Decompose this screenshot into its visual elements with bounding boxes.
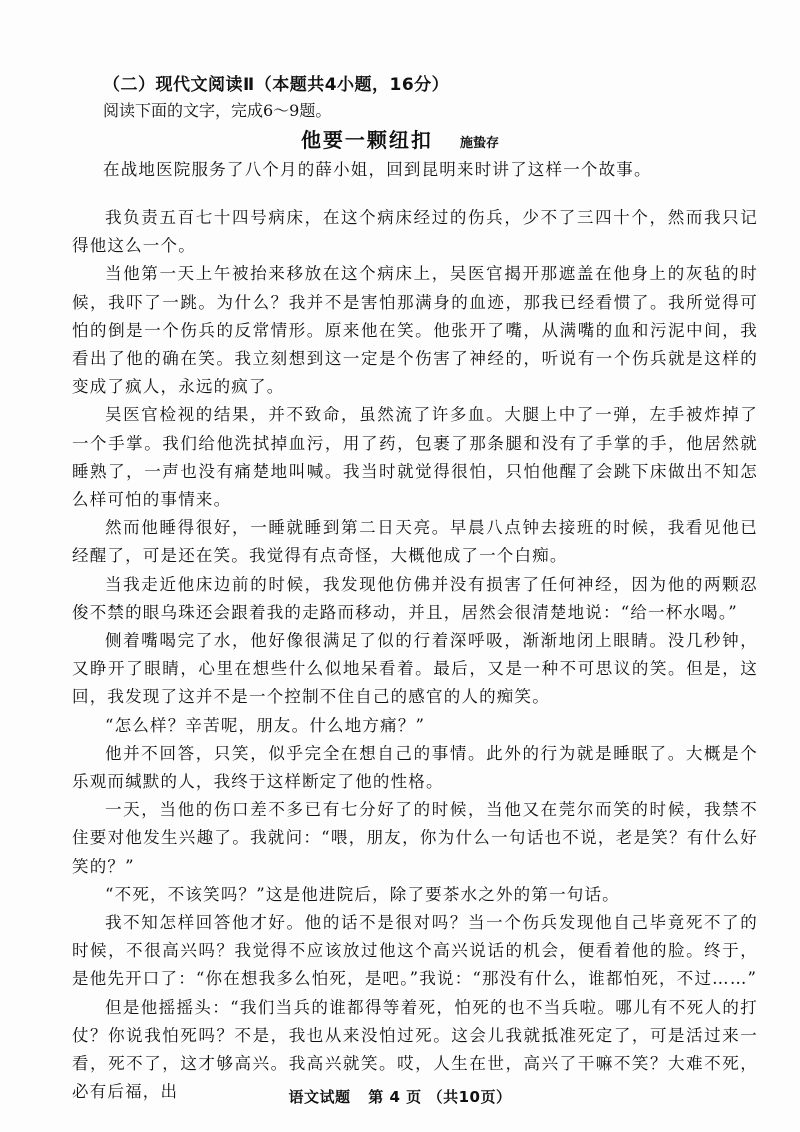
story-title-row bbox=[0, 124, 800, 153]
story-paragraph: 侧着嘴喝完了水，他好像很满足了似的行着深呼吸，渐渐地闭上眼睛。没几秒钟，又睁开了眼睛，心里在想些什么似地呆看着。最后，又是一种不可思议的笑。但是，这回，我发现了这并不是一个控制不住自己的感官的人的痴笑。 bbox=[72, 631, 758, 707]
story-paragraph: 我不知怎样回答他才好。他的话不是很对吗？当一个伤兵发现他自己毕竟死不了的时候，不很高兴吗？我觉得不应该放过他这个高兴说话的机会，便看着他的脸。终于，是他先开口了：“你在想我多么怕死，是吧。”我说：“那没有什么，谁都怕死，不过……” bbox=[72, 913, 758, 989]
footer-page-number: 第 4 页 bbox=[368, 1088, 422, 1106]
story-body bbox=[72, 204, 758, 1107]
story-paragraph: 但是他摇摇头：“我们当兵的谁都得等着死，怕死的也不当兵啦。哪儿有不死人的打仗？你说我怕死吗？不是，我也从来没怕过死。这会儿我就抵准死定了，可是活过来一看，死不了，这才够高兴。我高兴就笑。哎，人生在世，高兴了干嘛不笑？大难不死，必有后福，出 bbox=[72, 997, 758, 1102]
footer-total-pages: （共10页） bbox=[427, 1088, 512, 1106]
instruction-text: 阅读下面的文字，完成6～9题。 bbox=[103, 101, 332, 120]
section-heading: （二）现代文阅读Ⅱ（本题共4小题，16分） bbox=[103, 75, 450, 95]
story-title: 他要一颗纽扣 bbox=[300, 128, 433, 152]
page-footer bbox=[0, 1086, 800, 1107]
story-paragraph: 一天，当他的伤口差不多已有七分好了的时候，当他又在莞尔而笑的时候，我禁不住要对他发生兴趣了。我就问：“喂，朋友，你为什么一句话也不说，老是笑？有什么好笑的？” bbox=[72, 800, 758, 876]
story-paragraph: 当他第一天上午被抬来移放在这个病床上，吴医官揭开那遮盖在他身上的灰毡的时候，我吓了一跳。为什么？我并不是害怕那满身的血迹，那我已经看惯了。我所觉得可怕的倒是一个伤兵的反常情形。原来他在笑。他张开了嘴，从满嘴的血和污泥中间，我看出了他的确在笑。我立刻想到这一定是个伤害了神经的，听说有一个伤兵就是这样的变成了疯人，永远的疯了。 bbox=[72, 264, 758, 397]
story-intro: 在战地医院服务了八个月的薛小姐，回到昆明来时讲了这样一个故事。 bbox=[103, 160, 652, 179]
story-paragraph: “怎么样？辛苦呢，朋友。什么地方痛？” bbox=[105, 715, 426, 735]
story-author: 施蛰存 bbox=[460, 136, 500, 151]
story-paragraph: 吴医官检视的结果，并不致命，虽然流了许多血。大腿上中了一弹，左手被炸掉了一个手掌。我们给他洗拭掉血污，用了药，包裹了那条腿和没有了手掌的手，他居然就睡熟了，一声也没有痛楚地叫喊。我当时就觉得很怕，只怕他醒了会跳下床做出不知怎么样可怕的事情来。 bbox=[72, 405, 758, 510]
story-paragraph: 他并不回答，只笑，似乎完全在想自己的事情。此外的行为就是睡眠了。大概是个乐观而缄默的人，我终于这样断定了他的性格。 bbox=[72, 743, 758, 792]
story-paragraph: 当我走近他床边前的时候，我发现他仿佛并没有损害了任何神经，因为他的两颗忍俊不禁的眼乌珠还会跟着我的走路而移动，并且，居然会很清楚地说：“给一杯水喝。” bbox=[72, 574, 758, 622]
story-paragraph: 我负责五百七十四号病床，在这个病床经过的伤兵，少不了三四十个，然而我只记得他这么一个。 bbox=[72, 208, 758, 256]
story-paragraph: 然而他睡得很好，一睡就睡到第二日天亮。早晨八点钟去接班的时候，我看见他已经醒了，可是还在笑。我觉得有点奇怪，大概他成了一个白痴。 bbox=[72, 518, 758, 566]
story-paragraph: “不死，不该笑吗？”这是他进院后，除了要茶水之外的第一句话。 bbox=[105, 884, 620, 904]
footer-subject: 语文试题 bbox=[288, 1088, 351, 1106]
